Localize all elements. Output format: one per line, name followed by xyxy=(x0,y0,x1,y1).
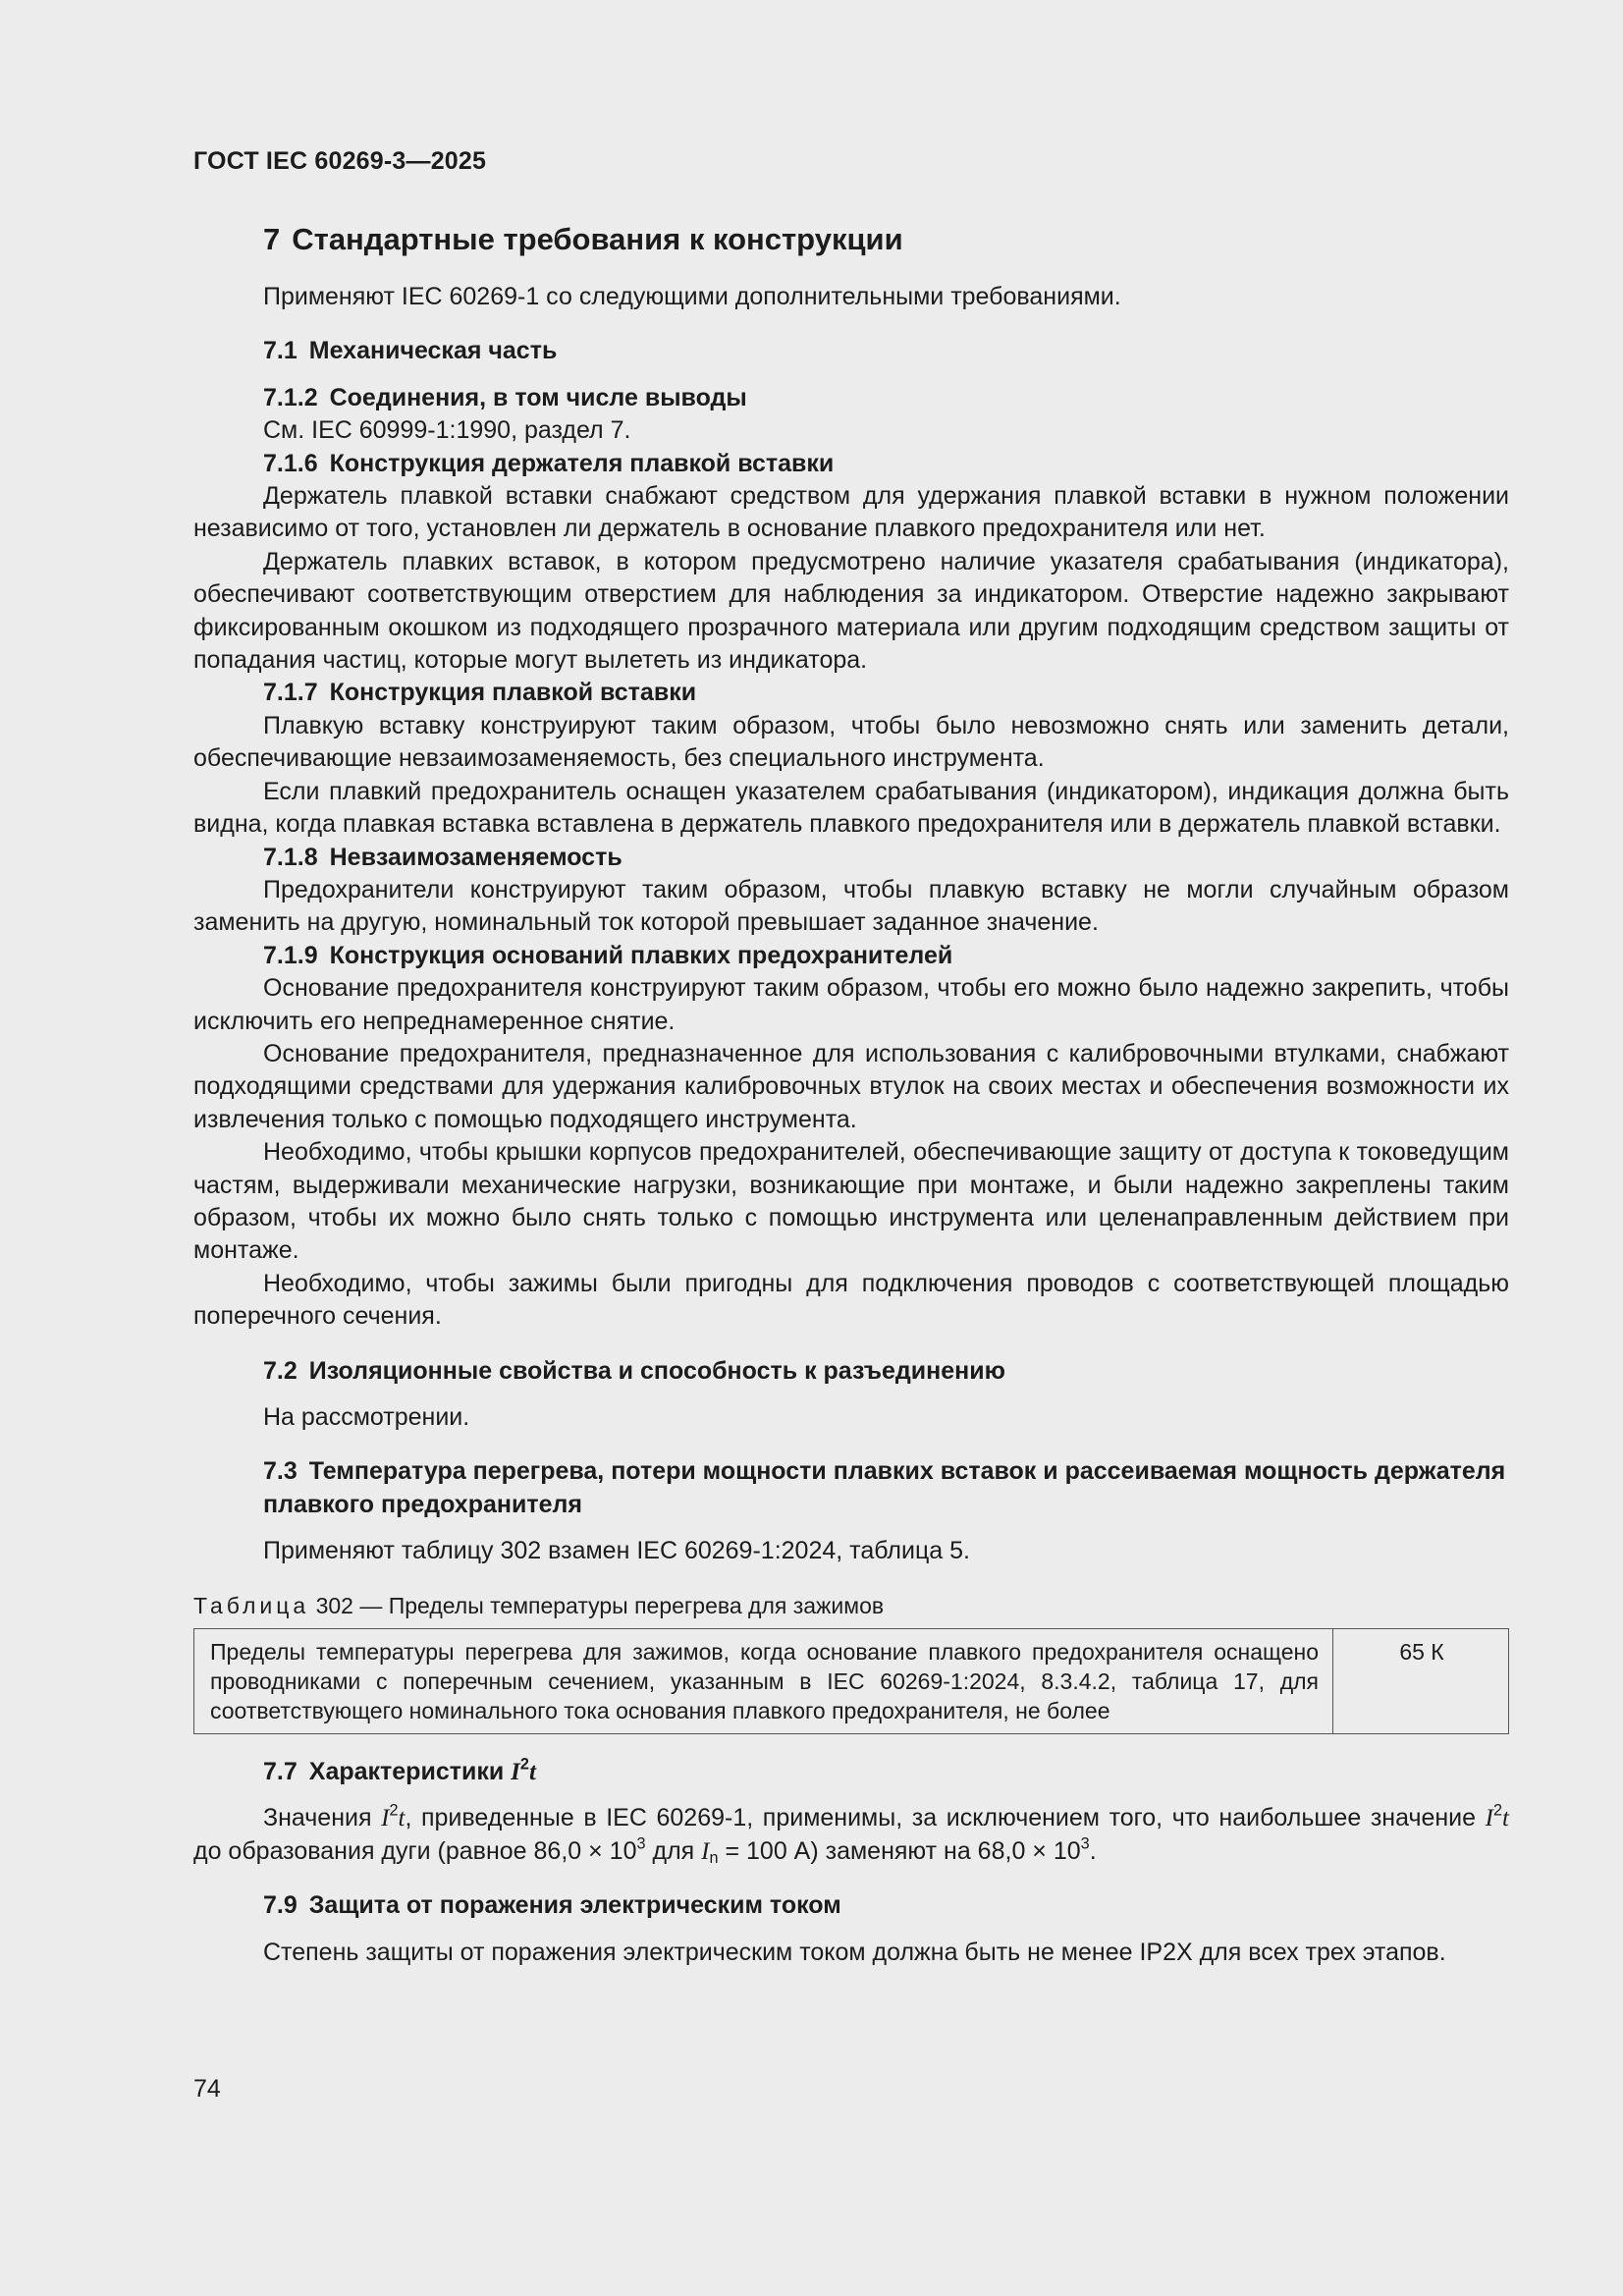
section-7-1-7-heading: 7.1.7 Конструкция плавкой вставки xyxy=(263,679,697,707)
section-7-1-2-heading: 7.1.2 Соединения, в том числе выводы xyxy=(263,383,747,411)
section-7-1-6-para-1: Держатель плавкой вставки снабжают средством для удержания плавкой вставки в нужном положении независимо от того, установлен ли держатель в основание плавкого предохранителя или нет. xyxy=(193,482,1509,543)
section-7-7-text: Значения $I^2t$, приведенные в IEC 60269-1, применимы, за исключением того, что наибольшее значение $I^2t$ до образования дуги (равное $86,0 \times 10^3$ для $I_n = 100$ А) заменяют на $68,0 \times 10^3$. xyxy=(193,1801,1509,1867)
section-7-7-heading: 7.7 Характеристики $I^2t$ xyxy=(263,1755,536,1786)
section-7-1-heading: 7.1 Механическая часть xyxy=(263,337,558,365)
section-7-heading: 7 Стандартные требования к конструкции xyxy=(263,222,903,256)
document-header: ГОСТ IEC 60269-3—2025 xyxy=(193,147,487,175)
section-7-1-6-para-2: Держатель плавких вставок, в котором предусмотрено наличие указателя срабатывания (индикатора), обеспечивают соответствующим отверстием для наблюдения за индикатором. Отверстие надежно закрывают фиксированным окошком из подходящего прозрачного материала или другим подходящим средством защиты от попадания частиц, которые могут вылететь из индикатора. xyxy=(193,547,1509,675)
table-302-caption: Таблица 302 — Пределы температуры перегрева для зажимов xyxy=(193,1592,885,1618)
section-7-1-6-heading: 7.1.6 Конструкция держателя плавкой вставки xyxy=(263,449,835,477)
section-7-1-7-para-2: Если плавкий предохранитель оснащен указателем срабатывания (индикатором), индикация должна быть видна, когда плавкая вставка вставлена в держатель плавкого предохранителя или в держатель плавкой вставки. xyxy=(193,777,1509,839)
section-7-2-text: На рассмотрении. xyxy=(263,1403,470,1431)
section-7-1-8-heading: 7.1.8 Невзаимозаменяемость xyxy=(263,843,622,871)
table-302-value-cell: 65 К xyxy=(1333,1629,1509,1734)
section-7-1-7-para-1: Плавкую вставку конструируют таким образом, чтобы было невозможно снять или заменить детали, обеспечивающие невзаимозаменяемость, без специального инструмента. xyxy=(193,711,1509,773)
table-302 xyxy=(193,1628,1509,1734)
section-7-intro: Применяют IEC 60269-1 со следующими дополнительными требованиями. xyxy=(263,283,1121,310)
section-7-1-2-text: См. IEC 60999-1:1990, раздел 7. xyxy=(263,416,631,445)
section-7-1-8-para-1: Предохранители конструируют таким образом, чтобы плавкую вставку не могли случайным образом заменить на другую, номинальный ток которой превышает заданное значение. xyxy=(193,875,1509,937)
section-7-1-9-para-1: Основание предохранителя конструируют таким образом, чтобы его можно было надежно закрепить, чтобы исключить его непреднамеренное снятие. xyxy=(193,974,1509,1035)
section-7-9-heading: 7.9 Защита от поражения электрическим током xyxy=(263,1891,841,1920)
section-7-1-9-heading: 7.1.9 Конструкция оснований плавких предохранителей xyxy=(263,941,953,969)
section-7-3-heading: 7.3 Температура перегрева, потери мощности плавких вставок и рассеиваемая мощность держателя плавкого предохранителя xyxy=(263,1457,1506,1518)
table-row xyxy=(194,1629,1509,1734)
section-7-9-text: Степень защиты от поражения электрическим током должна быть не менее IP2X для всех трех этапов. xyxy=(263,1938,1446,1966)
section-7-1-9-para-3: Необходимо, чтобы крышки корпусов предохранителей, обеспечивающие защиту от доступа к токоведущим частям, выдерживали механические нагрузки, возникающие при монтаже, и были надежно закреплены таким образом, чтобы их можно было снять только с помощью инструмента или целенаправленным действием при монтаже. xyxy=(193,1138,1509,1265)
section-7-1-9-para-4: Необходимо, чтобы зажимы были пригодны для подключения проводов с соответствующей площадью поперечного сечения. xyxy=(193,1269,1509,1331)
page-number: 74 xyxy=(193,2075,221,2103)
section-7-3-text: Применяют таблицу 302 взамен IEC 60269-1:2024, таблица 5. xyxy=(263,1537,970,1565)
section-7-1-9-para-2: Основание предохранителя, предназначенное для использования с калибровочными втулками, снабжают подходящими средствами для удержания калибровочных втулок на своих местах и обеспечения возможности их извлечения только с помощью подходящего инструмента. xyxy=(193,1039,1509,1133)
page-content xyxy=(193,220,1509,1969)
section-7-2-heading: 7.2 Изоляционные свойства и способность к разъединению xyxy=(263,1356,1005,1385)
table-302-description-cell: Пределы температуры перегрева для зажимов, когда основание плавкого предохранителя оснащено проводниками с поперечным сечением, указанным в IEC 60269-1:2024, 8.3.4.2, таблица 17, для соответствующего номинального тока основания плавкого предохранителя, не более xyxy=(194,1629,1333,1734)
